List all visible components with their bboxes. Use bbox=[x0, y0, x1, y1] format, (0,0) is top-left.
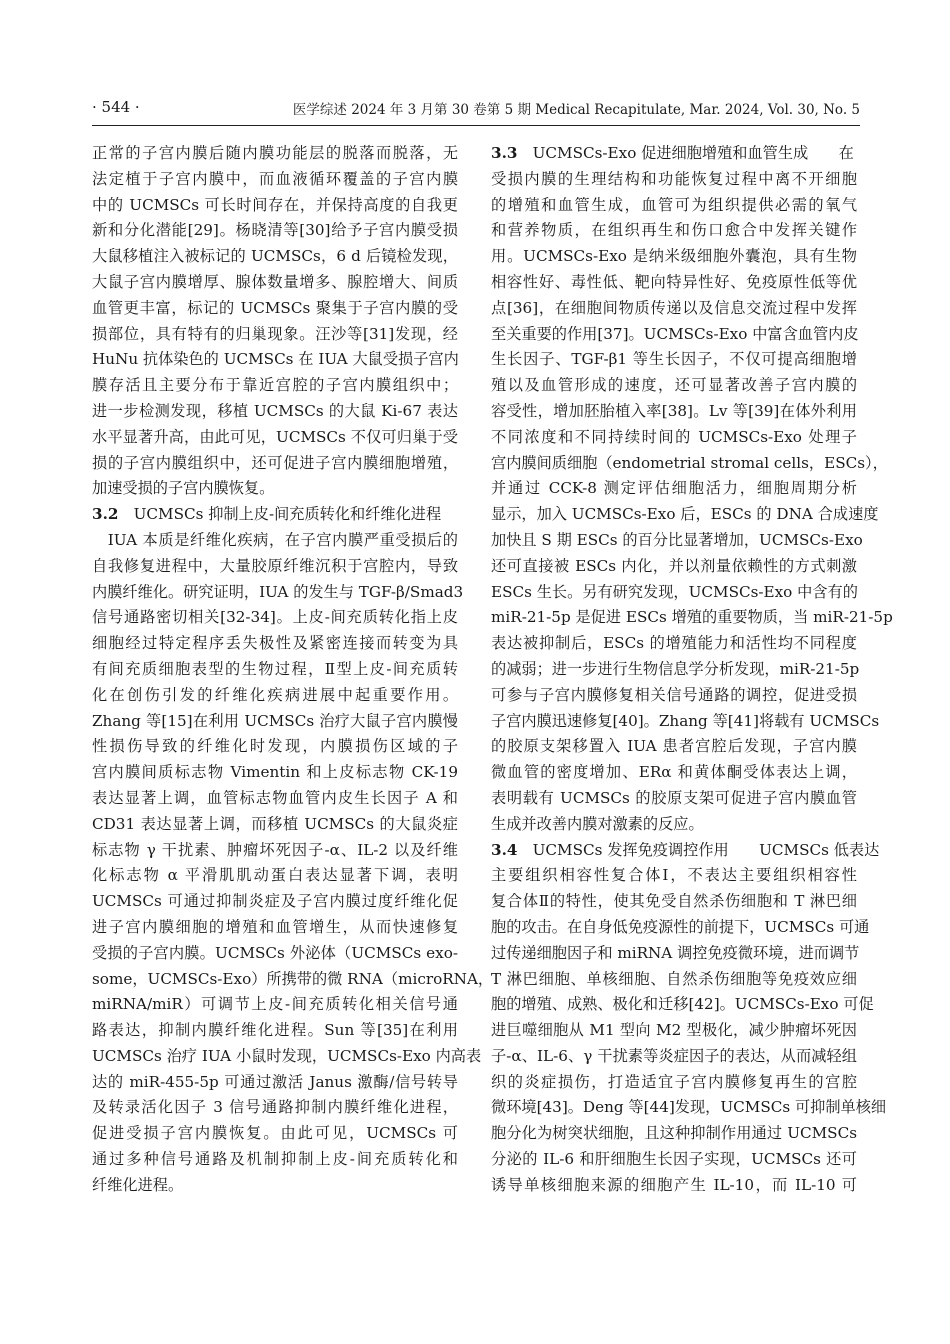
text-line: 自我修复进程中，大量胶原纤维沉积于宫腔内，导致 bbox=[92, 556, 458, 575]
header-rule bbox=[92, 125, 860, 126]
section-3-4-body bbox=[491, 863, 887, 1198]
text-line: 复合体Ⅱ的特性，使其免受自然杀伤细胞和 T 淋巴细 bbox=[491, 892, 857, 911]
section-title: UCMSCs 抑制上皮-间充质转化和纤维化进程 bbox=[133, 505, 442, 524]
text-line: 损的子宫内膜组织中，还可促进子宫内膜细胞增殖， bbox=[92, 453, 458, 472]
text-line: 纤维化进程。 bbox=[92, 1175, 184, 1194]
section-number: 3.2 bbox=[92, 505, 119, 524]
text-line: 性损伤导致的纤维化时发现，内膜损伤区域的子 bbox=[92, 737, 458, 756]
text-line: 分泌的 IL-6 和肝细胞生长因子实现，UCMSCs 还可 bbox=[491, 1150, 857, 1169]
text-line: 至关重要的作用[37]。UCMSCs-Exo 中富含血管内皮 bbox=[491, 324, 859, 343]
text-line: 大鼠子宫内膜增厚、腺体数量增多、腺腔增大、间质 bbox=[92, 272, 458, 291]
text-line: 生长因子、TGF-β1 等生长因子，不仅可提高细胞增 bbox=[491, 350, 857, 369]
page-number: · 544 · bbox=[92, 98, 140, 116]
text-line: 生成并改善内膜对激素的反应。 bbox=[491, 814, 704, 833]
page-header bbox=[92, 96, 860, 124]
text-line: 加快且 S 期 ESCs 的百分比显著增加，UCMSCs-Exo bbox=[491, 530, 863, 549]
section-title: UCMSCs 发挥免疫调控作用 bbox=[532, 840, 729, 859]
text-line: 相容性好、毒性低、靶向特异性好、免疫原性低等优 bbox=[491, 272, 857, 291]
text-line: 的增殖和血管生成，血管可为组织提供必需的氧气 bbox=[491, 195, 857, 214]
section-number: 3.4 bbox=[491, 840, 518, 859]
text-line: 血管更丰富，标记的 UCMSCs 聚集于子宫内膜的受 bbox=[92, 298, 458, 317]
text-line: 进一步检测发现，移植 UCMSCs 的大鼠 Ki-67 表达 bbox=[92, 401, 458, 420]
text-line: 受损的子宫内膜。UCMSCs 外泌体（UCMSCs exo- bbox=[92, 943, 458, 962]
text-line: 损部位，具有特有的归巢现象。汪沙等[31]发现，经 bbox=[92, 324, 458, 343]
text-line: 微血管的密度增加、ERα 和黄体酮受体表达上调， bbox=[491, 763, 857, 782]
text-line: 并通过 CCK-8 测定评估细胞活力，细胞周期分析 bbox=[491, 479, 857, 498]
text-line: 宫内膜间质细胞（endometrial stromal cells，ESCs）， bbox=[491, 453, 888, 472]
text-line: UCMSCs 治疗 IUA 小鼠时发现，UCMSCs-Exo 内高表 bbox=[92, 1046, 482, 1065]
text-line: 通过多种信号通路及机制抑制上皮-间充质转化和 bbox=[92, 1150, 458, 1169]
section-heading-3-3 bbox=[491, 141, 857, 167]
text-line: 的胶原支架移置入 IUA 患者宫腔后发现，子宫内膜 bbox=[491, 737, 857, 756]
text-line: 还可直接被 ESCs 内化，并以剂量依赖性的方式刺激 bbox=[491, 556, 857, 575]
text-line: 胞的攻击。在自身低免疫源性的前提下，UCMSCs 可通 bbox=[491, 917, 870, 936]
text-line: 诱导单核细胞来源的细胞产生 IL-10，而 IL-10 可 bbox=[491, 1175, 857, 1194]
text-line: 子-α、IL-6、γ 干扰素等炎症因子的表达，从而减轻组 bbox=[491, 1046, 857, 1065]
text-line: 化标志物 α 平滑肌肌动蛋白表达显著下调，表明 bbox=[92, 866, 458, 885]
text-line: 化在创伤引发的纤维化疾病进展中起重要作用。 bbox=[92, 685, 458, 704]
text-line: some，UCMSCs-Exo）所携带的微 RNA（microRNA， bbox=[92, 969, 494, 988]
text-line: 及转录活化因子 3 信号通路抑制内膜纤维化进程， bbox=[92, 1098, 458, 1117]
text-line: 内膜纤维化。研究证明，IUA 的发生与 TGF-β/Smad3 bbox=[92, 582, 464, 601]
text-line: 点[36]，在细胞间物质传递以及信息交流过程中发挥 bbox=[491, 298, 857, 317]
text-line: 信号通路密切相关[32-34]。上皮-间充质转化指上皮 bbox=[92, 608, 458, 627]
text-line: 可参与子宫内膜修复相关信号通路的调控，促进受损 bbox=[491, 685, 857, 704]
text-line: 子宫内膜迅速修复[40]。Zhang 等[41]将载有 UCMSCs bbox=[491, 711, 880, 730]
left-column bbox=[92, 141, 494, 1199]
text-line: 进巨噬细胞从 M1 型向 M2 型极化，减少肿瘤坏死因 bbox=[491, 1021, 857, 1040]
text-line: 进子宫内膜细胞的增殖和血管增生，从而快速修复 bbox=[92, 917, 458, 936]
text-line: miR-21-5p 是促进 ESCs 增殖的重要物质，当 miR-21-5p bbox=[491, 608, 893, 627]
text-line: 中的 UCMSCs 可长时间存在，并保持高度的自我更 bbox=[92, 195, 458, 214]
text-line: 主要组织相容性复合体Ⅰ，不表达主要组织相容性 bbox=[491, 866, 857, 885]
text-line: ESCs 生长。另有研究发现，UCMSCs-Exo 中含有的 bbox=[491, 582, 858, 601]
text-line: 大鼠移植注入被标记的 UCMSCs，6 d 后镜检发现， bbox=[92, 247, 458, 266]
section-3-2-body bbox=[92, 528, 494, 1199]
text-line: 受损内膜的生理结构和功能恢复过程中离不开细胞 bbox=[491, 169, 857, 188]
text-line: IUA 本质是纤维化疾病，在子宫内膜严重受损后的 bbox=[92, 530, 458, 549]
text-line: 殖以及血管形成的速度，还可显著改善子宫内膜的 bbox=[491, 376, 857, 395]
text-line: 达的 miR-455-5p 可通过激活 Janus 激酶/信号转导 bbox=[92, 1072, 458, 1091]
text-line: HuNu 抗体染色的 UCMSCs 在 IUA 大鼠受损子宫内 bbox=[92, 350, 459, 369]
text-line: 胞的增殖、成熟、极化和迁移[42]。UCMSCs-Exo 可促 bbox=[491, 995, 874, 1014]
section-heading-3-2 bbox=[92, 502, 458, 528]
text-line: 法定植于子宫内膜中，而血液循环覆盖的子宫内膜 bbox=[92, 169, 458, 188]
text-line: 促进受损子宫内膜恢复。由此可见，UCMSCs 可 bbox=[92, 1124, 458, 1143]
text-line: 用。UCMSCs-Exo 是纳米级细胞外囊泡，具有生物 bbox=[491, 247, 857, 266]
text-line: 不同浓度和不同持续时间的 UCMSCs-Exo 处理子 bbox=[491, 427, 857, 446]
section-3-3-body bbox=[491, 167, 893, 838]
section-first-text: UCMSCs 低表达 bbox=[759, 840, 880, 859]
text-line: 标志物 γ 干扰素、肿瘤坏死因子-α、IL-2 以及纤维 bbox=[92, 840, 458, 859]
text-line: UCMSCs 可通过抑制炎症及子宫内膜过度纤维化促 bbox=[92, 892, 458, 911]
section-heading-3-4 bbox=[491, 838, 880, 864]
text-line: 表达被抑制后，ESCs 的增殖能力和活性均不同程度 bbox=[491, 634, 857, 653]
text-line: T 淋巴细胞、单核细胞、自然杀伤细胞等免疫效应细 bbox=[491, 969, 857, 988]
text-line: 织的炎症损伤，打造适宜子宫内膜修复再生的宫腔 bbox=[491, 1072, 857, 1091]
intro-paragraph bbox=[92, 141, 458, 502]
text-line: 表达显著上调，血管标志物血管内皮生长因子 A 和 bbox=[92, 788, 458, 807]
text-line: 新和分化潜能[29]。杨晓清等[30]给予子宫内膜受损 bbox=[92, 221, 458, 240]
text-line: Zhang 等[15]在利用 UCMSCs 治疗大鼠子宫内膜慢 bbox=[92, 711, 458, 730]
text-line: 正常的子宫内膜后随内膜功能层的脱落而脱落，无 bbox=[92, 144, 458, 162]
text-line: 路表达，抑制内膜纤维化进程。Sun 等[35]在利用 bbox=[92, 1021, 458, 1040]
text-line: 过传递细胞因子和 miRNA 调控免疫微环境，进而调节 bbox=[491, 943, 860, 962]
section-first-text: 在 bbox=[838, 144, 854, 162]
text-line: 表明载有 UCMSCs 的胶原支架可促进子宫内膜血管 bbox=[491, 788, 857, 807]
section-number: 3.3 bbox=[491, 144, 518, 162]
text-line: 宫内膜间质标志物 Vimentin 和上皮标志物 CK-19 bbox=[92, 763, 458, 782]
text-line: CD31 表达显著上调，而移植 UCMSCs 的大鼠炎症 bbox=[92, 814, 458, 833]
right-column bbox=[491, 141, 893, 1199]
text-line: miRNA/miR）可调节上皮-间充质转化相关信号通 bbox=[92, 995, 458, 1014]
section-title: UCMSCs-Exo 促进细胞增殖和血管生成 bbox=[532, 144, 809, 162]
text-line: 的减弱；进一步进行生物信息学分析发现，miR-21-5p bbox=[491, 659, 860, 678]
text-line: 显示，加入 UCMSCs-Exo 后，ESCs 的 DNA 合成速度 bbox=[491, 505, 879, 524]
text-line: 加速受损的子宫内膜恢复。 bbox=[92, 479, 275, 498]
text-line: 胞分化为树突状细胞，且这种抑制作用通过 UCMSCs bbox=[491, 1124, 857, 1143]
text-line: 细胞经过特定程序丢失极性及紧密连接而转变为具 bbox=[92, 634, 458, 653]
running-head: 医学综述 2024 年 3 月第 30 卷第 5 期 Medical Recapitulate, Mar. 2024, Vol. 30, No. 5 bbox=[292, 102, 860, 118]
text-line: 微环境[43]。Deng 等[44]发现，UCMSCs 可抑制单核细 bbox=[491, 1098, 887, 1117]
text-line: 水平显著升高，由此可见，UCMSCs 不仅可归巢于受 bbox=[92, 427, 458, 446]
text-line: 容受性，增加胚胎植入率[38]。Lv 等[39]在体外利用 bbox=[491, 401, 857, 420]
text-line: 有间充质细胞表型的生物过程，Ⅱ型上皮-间充质转 bbox=[92, 659, 458, 678]
text-line: 膜存活且主要分布于靠近宫腔的子宫内膜组织中； bbox=[92, 376, 458, 395]
text-line: 和营养物质，在组织再生和伤口愈合中发挥关键作 bbox=[491, 221, 857, 240]
